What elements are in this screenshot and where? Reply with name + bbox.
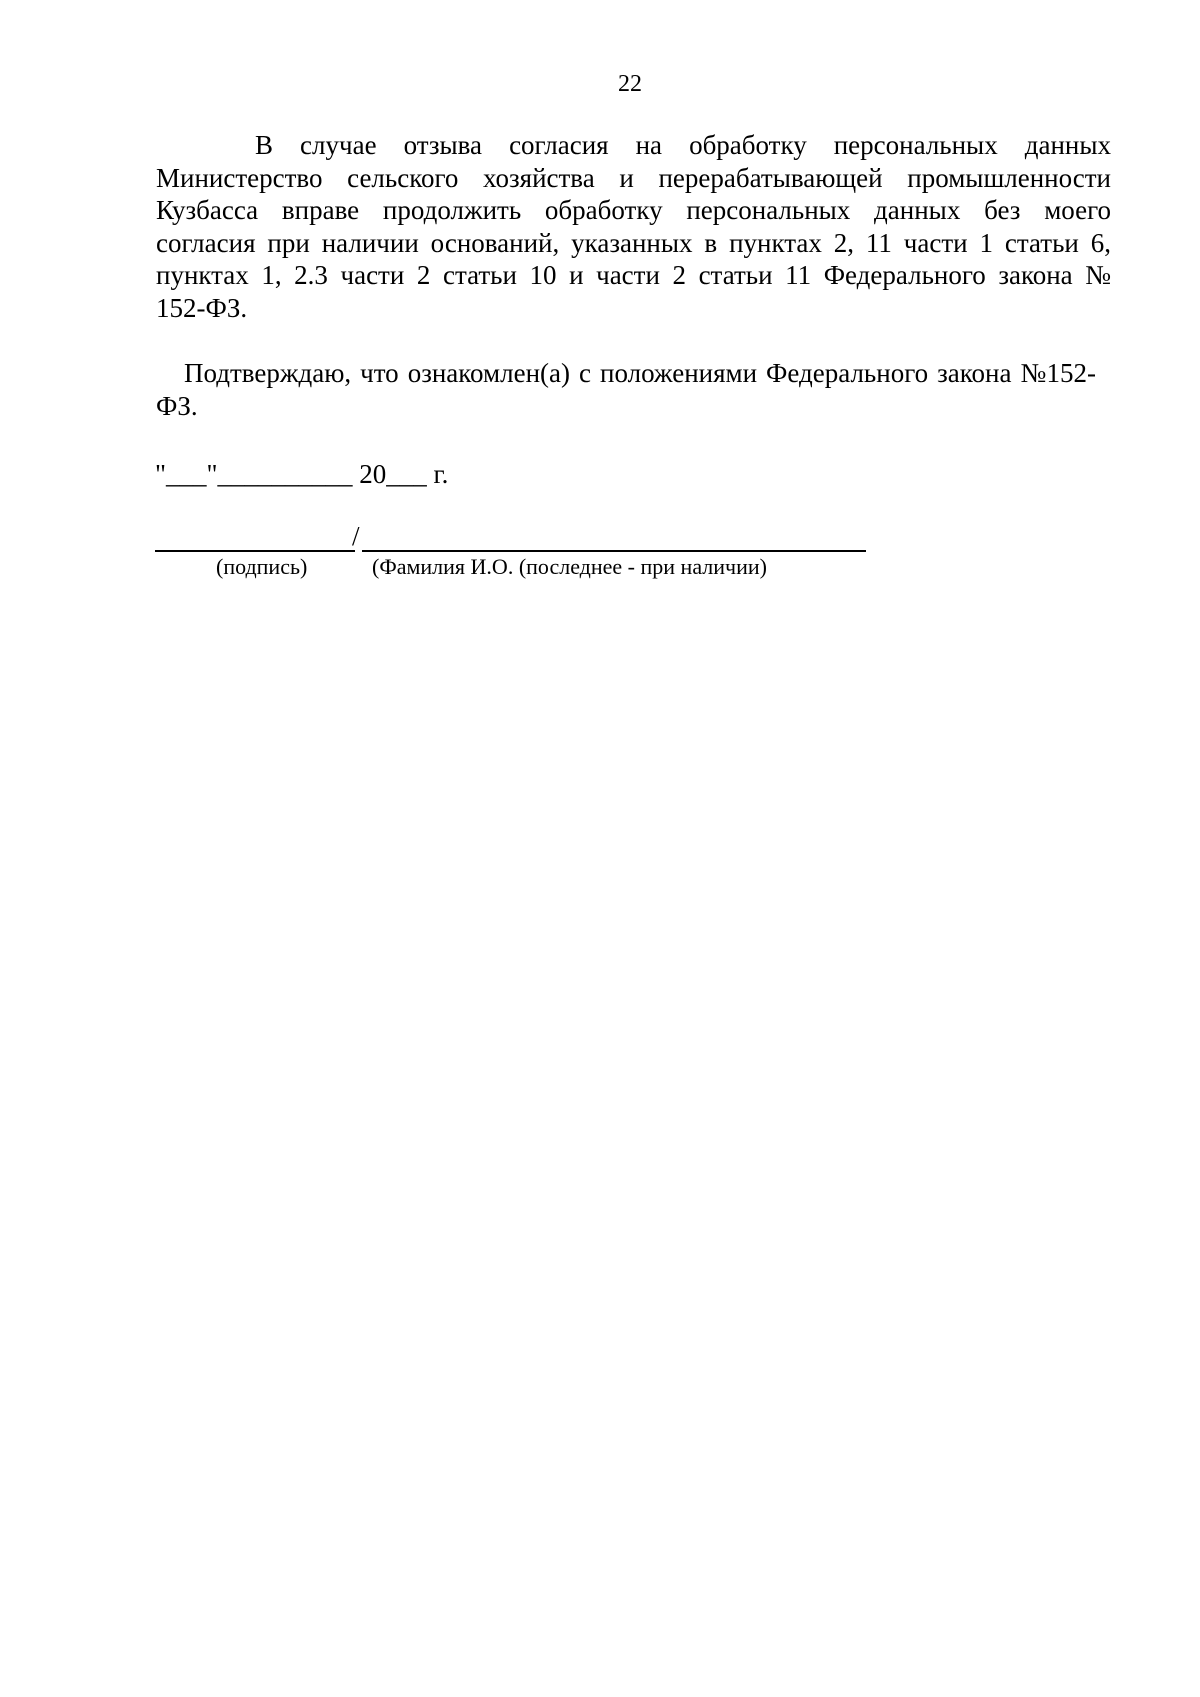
page-number: 22 xyxy=(618,71,642,97)
signature-slash: / xyxy=(352,521,360,551)
signature-caption: (подпись) xyxy=(216,554,308,579)
name-line xyxy=(362,550,866,552)
date-field: "___"__________ 20___ г. xyxy=(155,459,449,489)
paragraph-confirmation: Подтверждаю, что ознакомлен(а) с положениями Федерального закона №152-ФЗ. xyxy=(156,358,1096,421)
paragraph-consent-withdrawal: В случае отзыва согласия на обработку персональных данных Министерство сельского хозяйства и перерабатывающей промышленности Кузбасса вправе продолжить обработку персональных данных без моего согласия при наличии оснований, указанных в пунктах 2, 11 части 1 статьи 6, пунктах 1, 2.3 части 2 статьи 10 и части 2 статьи 11 Федерального закона № 152-ФЗ. xyxy=(156,130,1111,323)
signature-line xyxy=(155,550,355,552)
name-caption: (Фамилия И.О. (последнее - при наличии) xyxy=(372,554,767,579)
